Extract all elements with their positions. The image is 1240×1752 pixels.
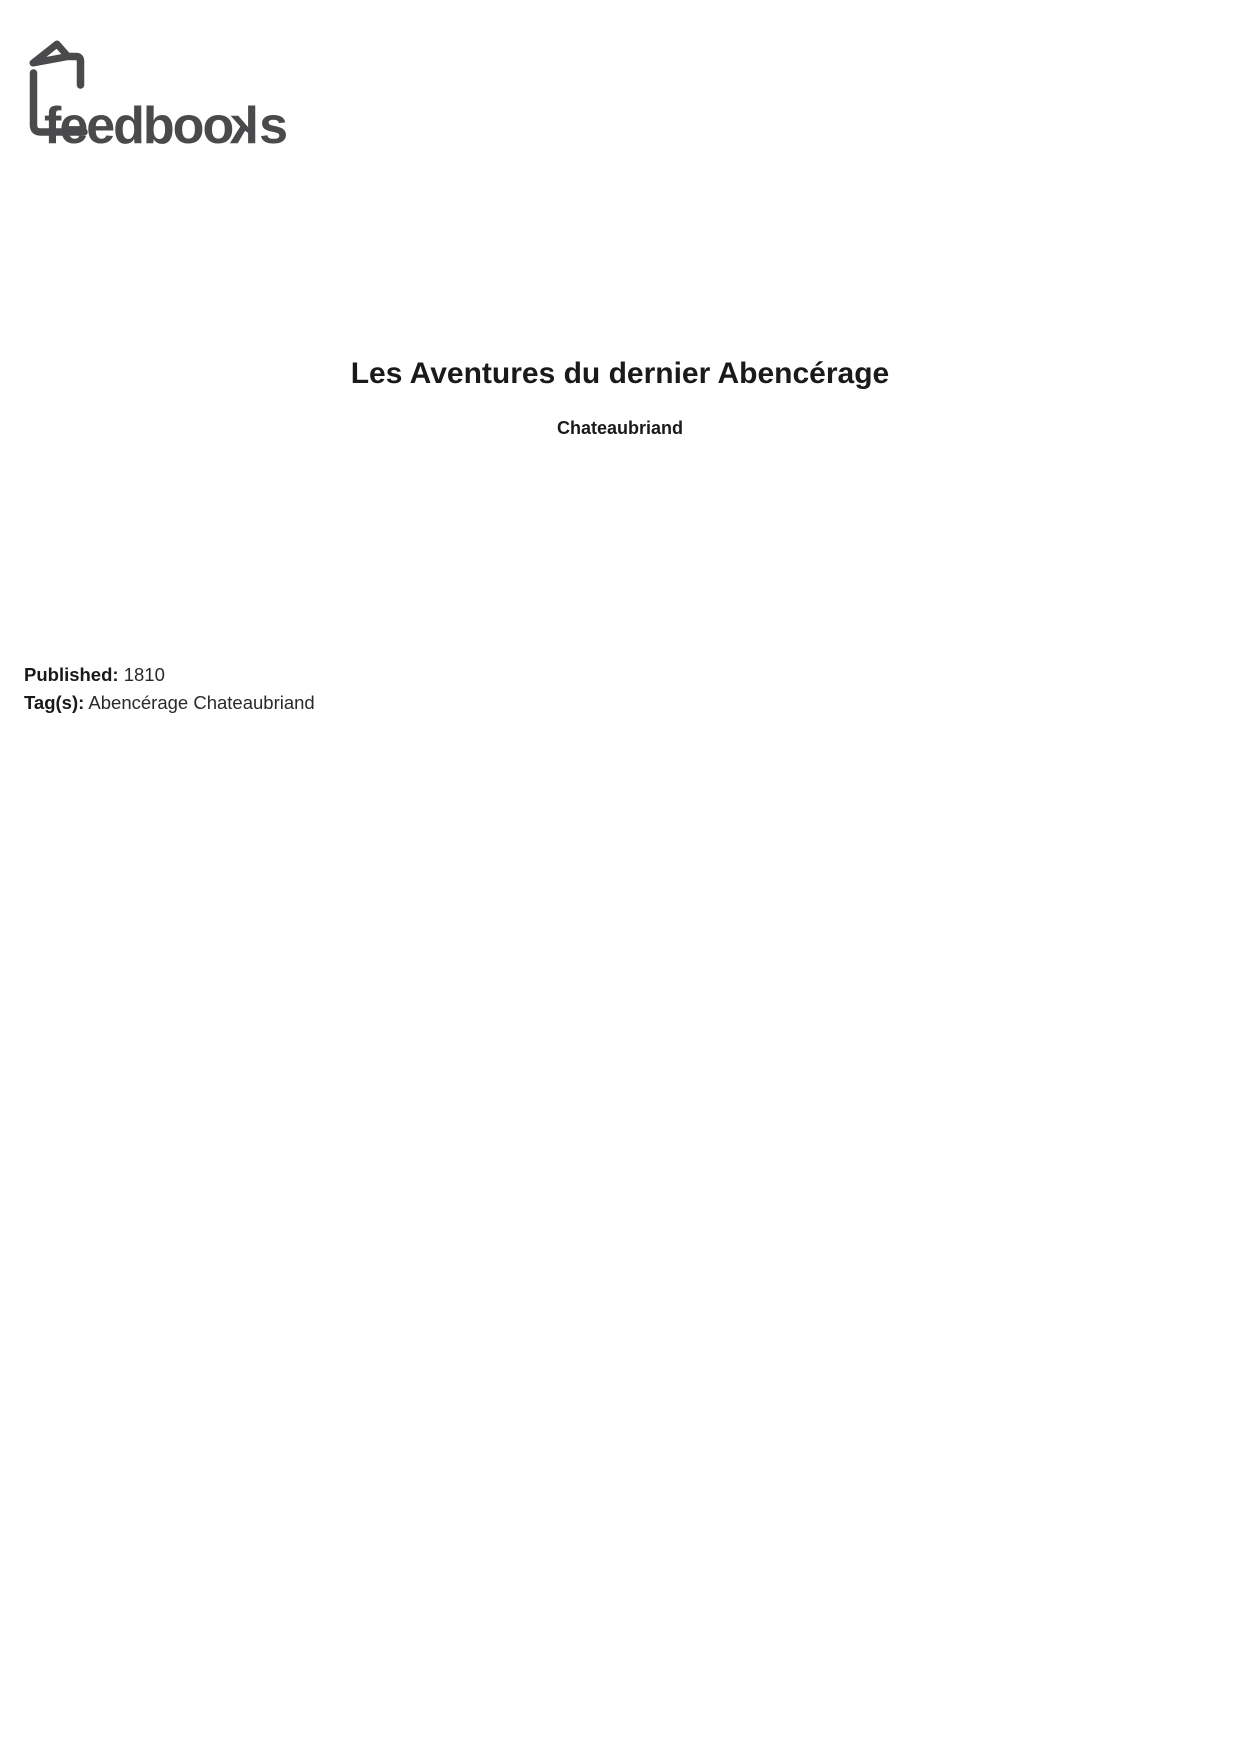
tags-value: Abencérage Chateaubriand (88, 692, 315, 713)
feedbooks-wordmark (44, 97, 287, 155)
book-title: Les Aventures du dernier Abencérage (350, 357, 890, 390)
metadata-block (24, 661, 315, 717)
wordmark-right: s (259, 97, 287, 155)
published-value: 1810 (123, 664, 165, 685)
wordmark-mirrored-k: k (232, 97, 260, 155)
published-label: Published: (24, 664, 119, 685)
published-line (24, 661, 315, 689)
tags-line (24, 689, 315, 717)
tags-label: Tag(s): (24, 692, 85, 713)
feedbooks-logo (27, 36, 347, 155)
title-block (0, 355, 1240, 439)
book-author: Chateaubriand (556, 418, 684, 438)
wordmark-left: feedboo (44, 97, 233, 155)
